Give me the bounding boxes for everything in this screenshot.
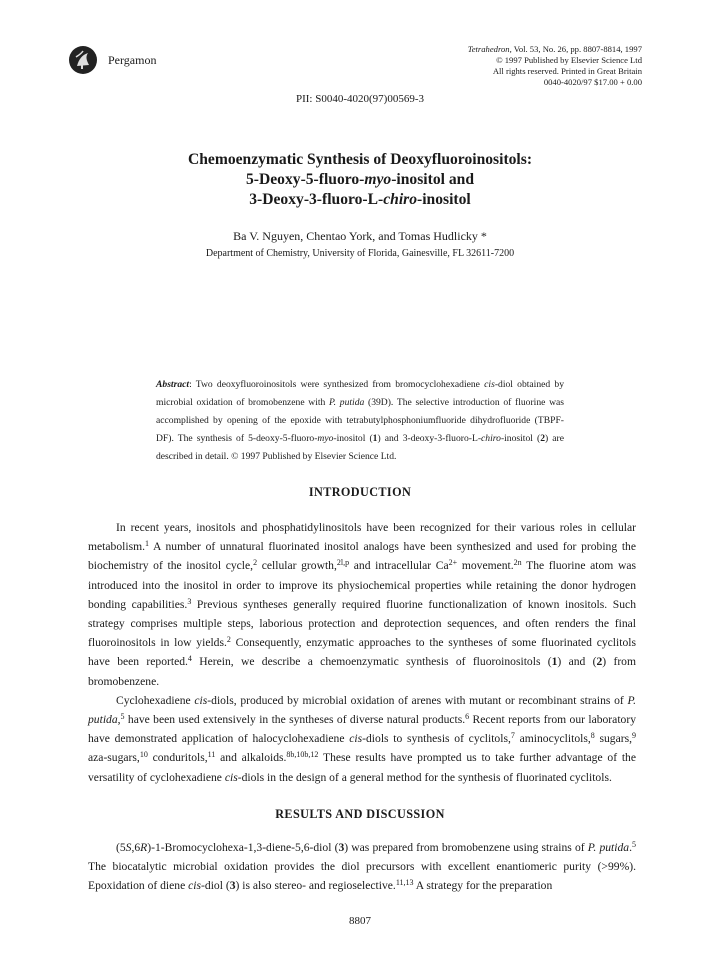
body-text: cellular growth, — [257, 559, 337, 573]
title-text: -inositol and — [391, 171, 474, 188]
body-text: , — [117, 713, 121, 727]
compound-number: 1 — [551, 655, 558, 669]
superscript: 2+ — [448, 558, 458, 568]
body-text: Previous syntheses generally required fluorine functionalization of known inositols. Such strategy comprises multiple steps, laborious protection and deprotection sequences, and often renders the final fluoroinositols in low yields. — [88, 597, 636, 650]
body-text: . — [629, 841, 632, 854]
affiliation: Department of Chemistry, University of Florida, Gainesville, FL 32611-7200 — [205, 248, 515, 259]
citation: 3 — [187, 596, 192, 606]
body-text: Herein, we describe a chemoenzymatic synthesis of fluoroinositols ( — [191, 655, 552, 669]
title-text: 5-Deoxy-5-fluoro- — [246, 171, 365, 188]
compound-number: 2 — [596, 655, 603, 669]
title-italic: chiro — [383, 191, 418, 208]
body-text: ) from bromobenzene. — [88, 655, 637, 688]
journal-copyright: © 1997 Published by Elsevier Science Ltd — [496, 55, 642, 65]
title-line-2 — [0, 170, 720, 190]
results-body — [88, 838, 636, 896]
publisher-name: Pergamon — [108, 52, 157, 67]
body-text: ) was prepared from bromobenzene using strains of — [344, 841, 588, 854]
journal-info — [468, 44, 642, 88]
section-heading-results: RESULTS AND DISCUSSION — [275, 807, 445, 821]
body-text: -diol ( — [201, 879, 230, 893]
abstract-text: -inositol ( — [333, 433, 373, 444]
abstract-italic: P. putida — [329, 397, 365, 408]
pii-identifier: PII: S0040-4020(97)00569-3 — [295, 93, 425, 105]
introduction-body — [88, 518, 636, 787]
body-text: The fluorine atom was introduced into the inositol in order to improve its physiochemical properties while retaining the donor hydrogen bonding capabilities. — [88, 559, 636, 611]
body-text: sugars, — [594, 732, 633, 746]
body-text: ) is also stereo- and regioselective. — [235, 879, 396, 893]
citation: 8b,10b,12 — [286, 750, 319, 760]
journal-volume: Vol. 53, No. 26, pp. 8807-8814, 1997 — [513, 44, 642, 54]
citation: 10 — [139, 750, 148, 760]
results-paragraph-1 — [88, 838, 636, 896]
body-text: Consequently, enzymatic approaches to the syntheses of some fluorinated cyclitols have been reported. — [88, 636, 636, 669]
citation: 2 — [253, 558, 258, 568]
body-text: Cyclohexadiene — [116, 693, 195, 707]
body-text: ) and ( — [557, 655, 597, 669]
body-italic: cis — [188, 879, 202, 893]
body-italic: P. putida — [587, 841, 630, 854]
compound-number: 2 — [540, 433, 546, 444]
citation: 8 — [590, 731, 595, 741]
citation: 7 — [510, 731, 515, 741]
citation: 6 — [465, 712, 470, 722]
abstract-text: Two deoxyfluoroinositols were synthesized from bromocyclohexadiene — [195, 379, 485, 390]
citation: 9 — [632, 731, 637, 741]
body-text: have been used extensively in the syntheses of diverse natural products. — [124, 713, 466, 727]
section-heading-introduction: INTRODUCTION — [308, 485, 412, 499]
body-text: movement. — [457, 559, 514, 573]
abstract-label: Abstract — [156, 379, 190, 390]
body-text: ,6 — [131, 841, 141, 854]
citation: 1 — [145, 539, 149, 549]
journal-price: 0040-4020/97 $17.00 + 0.00 — [543, 77, 642, 87]
journal-citation — [468, 44, 642, 55]
abstract-text: : — [189, 379, 196, 390]
body-text: A number of unnatural fluorinated inositol analogs have been synthesized and used for probing the biochemistry of the inositol cycle, — [88, 540, 636, 573]
body-italic: P. putida — [88, 693, 636, 727]
abstract — [156, 376, 564, 466]
citation: 2 — [226, 635, 231, 645]
body-italic: cis — [194, 693, 208, 707]
body-text: -diols to synthesis of cyclitols, — [362, 732, 511, 746]
elsevier-tree-logo-icon — [68, 45, 98, 75]
citation: 11,13 — [395, 878, 414, 888]
body-italic: cis — [224, 770, 238, 784]
body-text: )-1-Bromocyclohexa-1,3-diene-5,6-diol ( — [147, 841, 339, 854]
title-text: 3-Deoxy-3-fluoro-L- — [249, 191, 384, 208]
body-text: conduritols, — [147, 751, 208, 765]
paper-title — [0, 150, 720, 210]
title-line-3 — [0, 190, 720, 210]
citation: 2n — [513, 558, 522, 568]
citation: 2l,p — [336, 558, 350, 568]
body-italic: R — [140, 841, 148, 854]
body-text: aza-sugars, — [88, 751, 140, 765]
body-text: and intracellular Ca — [349, 559, 449, 573]
citation: 4 — [187, 654, 192, 664]
citation: 11 — [207, 750, 216, 760]
body-text: A strategy for the preparation — [413, 879, 553, 893]
title-italic: myo — [364, 171, 392, 188]
compound-number: 3 — [229, 879, 236, 893]
body-text: aminocyclitols, — [514, 732, 591, 746]
page-number: 8807 — [349, 915, 371, 927]
body-italic: cis — [349, 732, 363, 746]
body-text: and alkaloids. — [215, 751, 287, 765]
title-text: -inositol — [417, 191, 471, 208]
intro-paragraph-2 — [88, 691, 636, 787]
body-text: In recent years, inositols and phosphatidylinositols have been recognized for their various roles in cellular metabolism. — [88, 521, 636, 554]
title-line-1: Chemoenzymatic Synthesis of Deoxyfluoroinositols: — [187, 151, 533, 168]
body-italic: S — [125, 841, 132, 854]
author-list: Ba V. Nguyen, Chentao York, and Tomas Hudlicky * — [233, 229, 487, 243]
compound-number: 3 — [338, 841, 345, 854]
body-text: Recent reports from our laboratory have demonstrated application of halocyclohexadiene — [88, 713, 636, 746]
abstract-text: ) are described in detail. © 1997 Published by Elsevier Science Ltd. — [156, 433, 565, 462]
abstract-italic: chiro — [481, 433, 501, 444]
body-text: These results have prompted us to take further advantage of the versatility of cyclohexadiene — [88, 751, 636, 784]
body-text: The biocatalytic microbial oxidation provides the diol precursors with excellent enantiomeric purity (>99%). Epoxidation of diene — [88, 860, 636, 893]
compound-number: 1 — [372, 433, 378, 444]
abstract-text: -inositol ( — [500, 433, 541, 444]
body-text: (5 — [116, 841, 126, 854]
abstract-text: (39D). The selective introduction of fluorine was accomplished by opening of the epoxide with tetrabutylphosphoniumfluoride dihydrofluoride (TBPF-DF). The synthesis of 5-deoxy-5-fluoro- — [156, 397, 565, 444]
journal-name: Tetrahedron, — [467, 44, 512, 54]
intro-paragraph-1 — [88, 518, 636, 691]
journal-rights: All rights reserved. Printed in Great Britain — [492, 66, 642, 76]
abstract-text: ) and 3-deoxy-3-fluoro-L- — [377, 433, 482, 444]
abstract-italic: myo — [317, 433, 334, 444]
citation: 5 — [120, 712, 125, 722]
publisher-logo-block — [68, 45, 156, 75]
abstract-text: -diol obtained by microbial oxidation of bromobenzene with — [156, 379, 565, 408]
body-text: -diols in the design of a general method for the synthesis of fluorinated cyclitols. — [237, 770, 612, 784]
citation: 5 — [631, 840, 636, 849]
body-text: -diols, produced by microbial oxidation of arenes with mutant or recombinant strains of — [207, 693, 628, 707]
abstract-italic: cis — [484, 379, 495, 390]
